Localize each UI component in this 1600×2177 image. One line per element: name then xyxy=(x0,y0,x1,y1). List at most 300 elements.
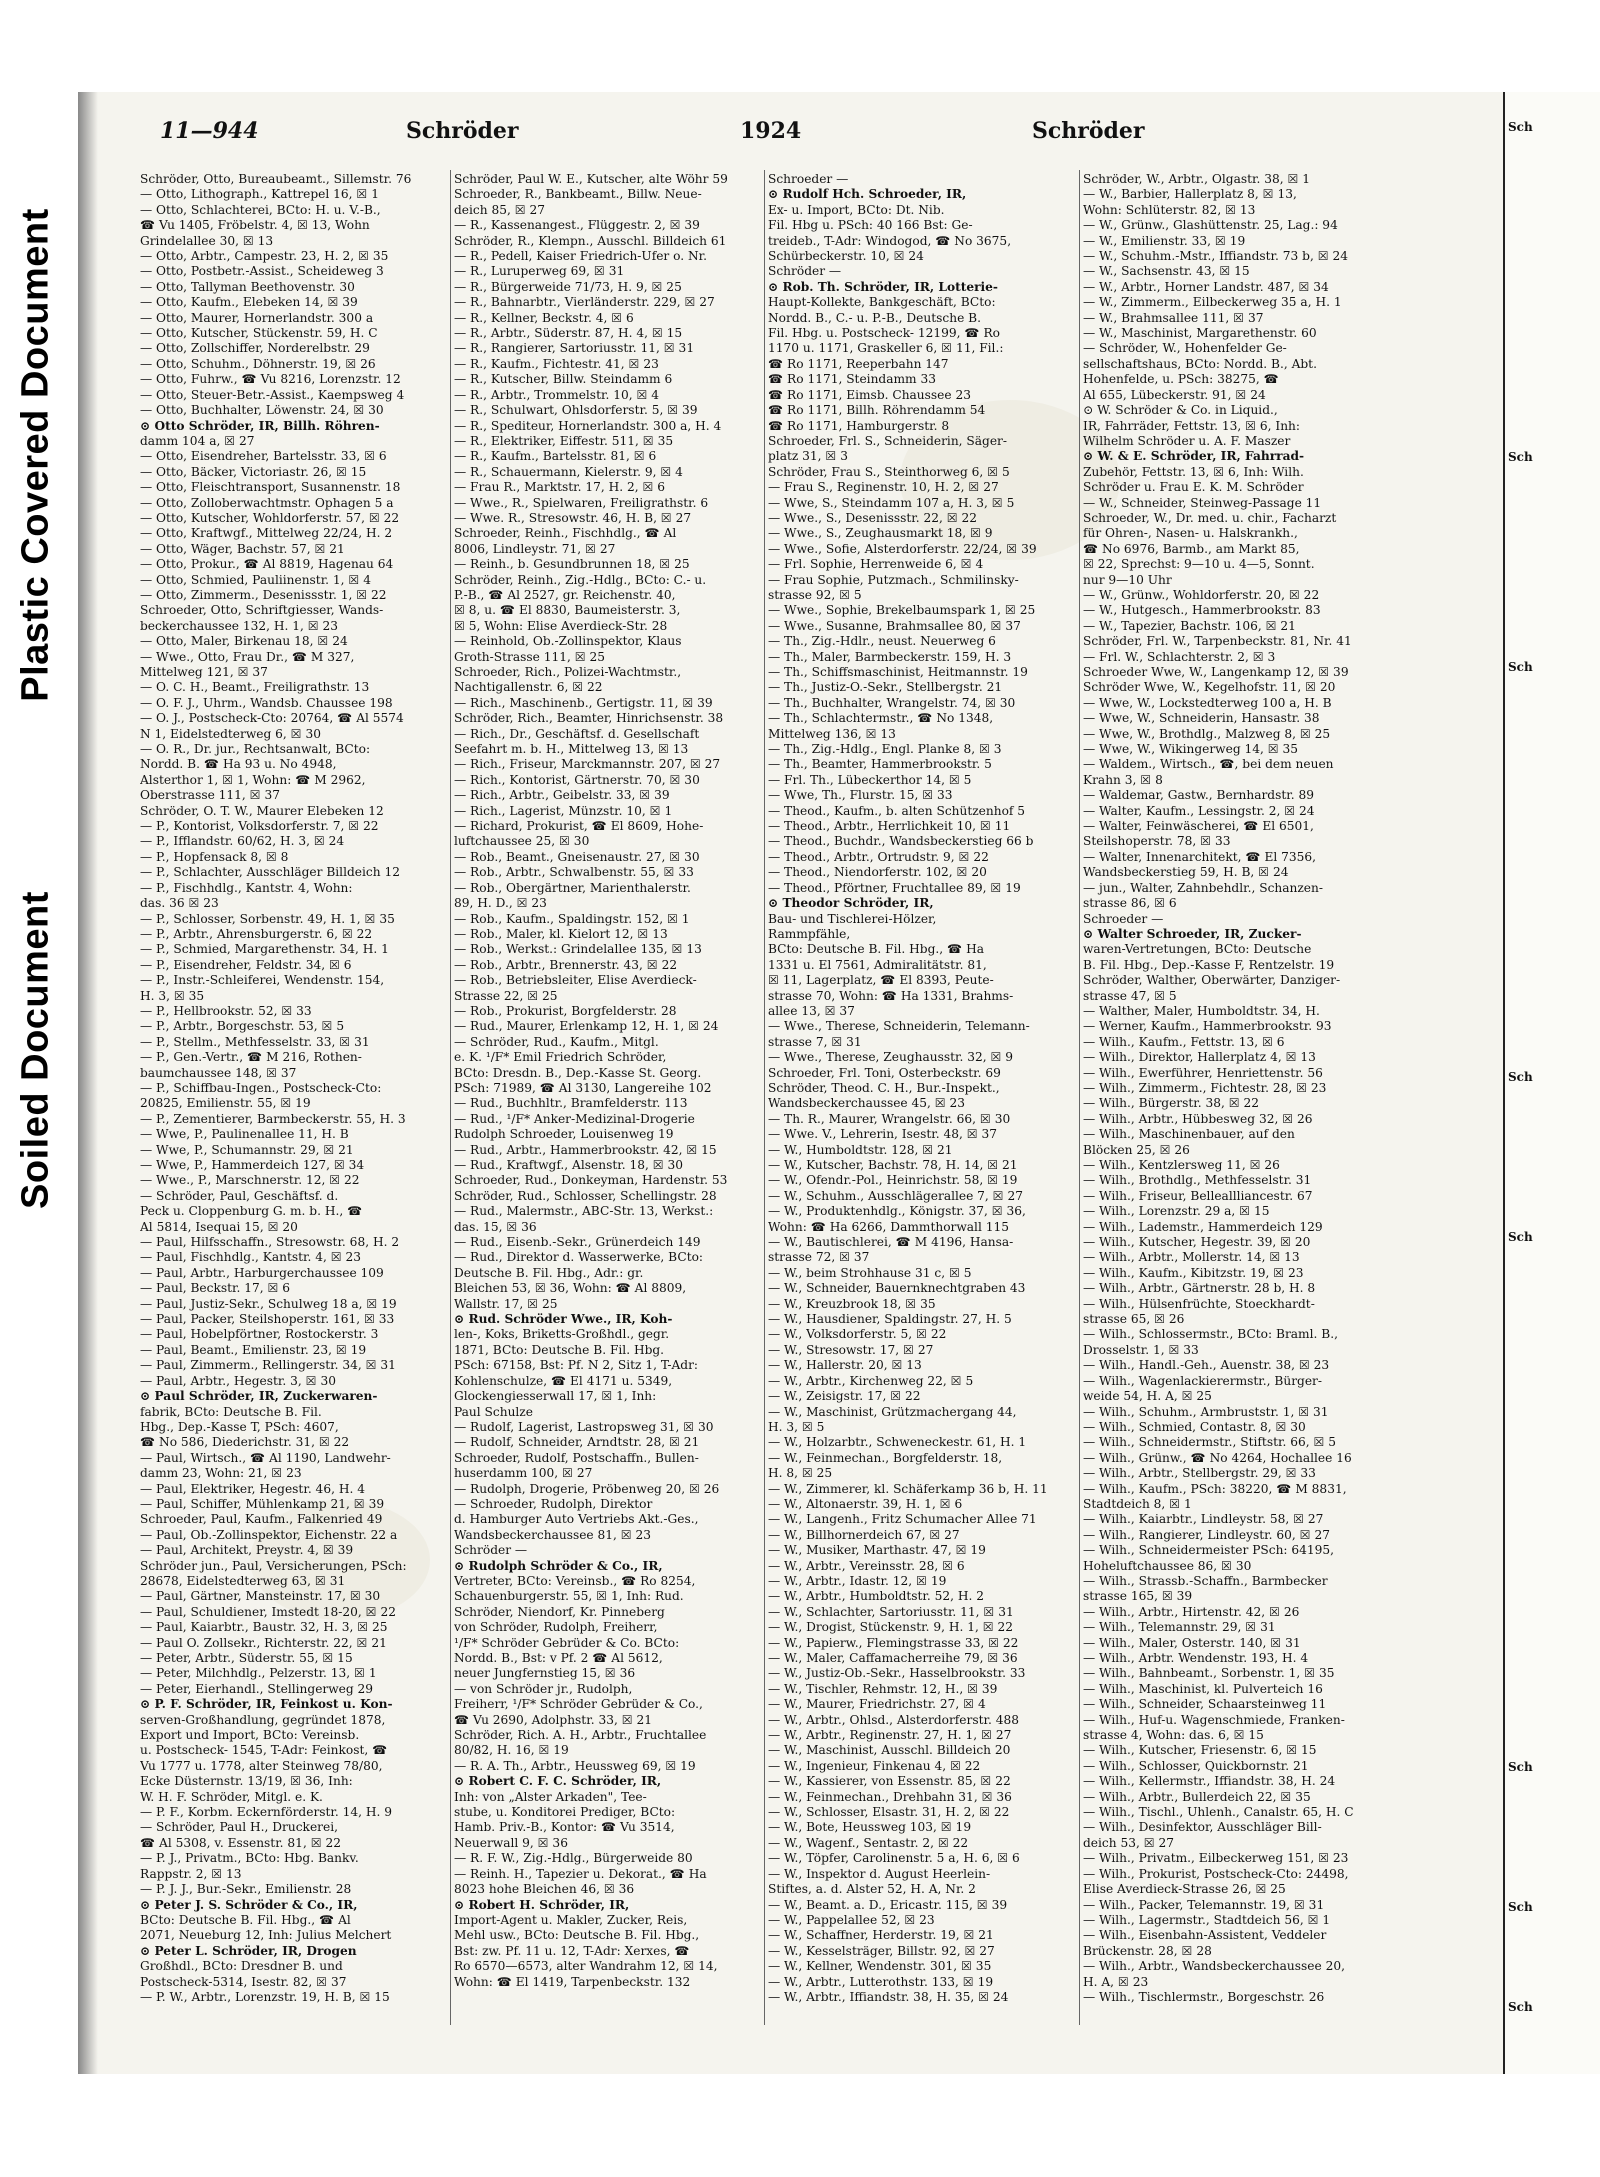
directory-entry-line: — Wilh., Wagenlackierermstr., Bürger- xyxy=(1083,1373,1322,1388)
directory-entry-line: Schröder, Paul W. E., Kutscher, alte Wöhr 59 xyxy=(454,172,728,186)
directory-entry-line: H. A, ☒ 23 xyxy=(1083,1974,1149,1989)
directory-entry-line: — R., Bahnarbtr., Vierländerstr. 229, ☒ 27 xyxy=(454,295,715,310)
directory-entry-line: — P. F., Korbm. Eckernförderstr. 14, H. 9 xyxy=(140,1805,393,1820)
directory-entry-line: allee 13, ☒ 37 xyxy=(768,1003,855,1018)
directory-entry-line: 20825, Emilienstr. 55, ☒ 19 xyxy=(140,1096,311,1111)
directory-entry-line: — P., Stellm., Methfesselstr. 33, ☒ 31 xyxy=(140,1034,370,1049)
directory-entry-line: — Wilh., Huf-u. Wagenschmiede, Franken- xyxy=(1083,1712,1345,1727)
adjacent-page-label: Sch xyxy=(1508,1230,1533,1244)
directory-entry-line: B. Fil. Hbg., Dep.-Kasse F, Rentzelstr. 19 xyxy=(1083,957,1335,972)
directory-entry-line: — Frau S., Reginenstr. 10, H. 2, ☒ 27 xyxy=(768,480,999,495)
directory-entry-line: — Wwe., S., Zeughausmarkt 18, ☒ 9 xyxy=(768,526,993,541)
directory-entry-line: — P. J. J., Bur.-Sekr., Emilienstr. 28 xyxy=(140,1882,352,1897)
directory-entry-line: — P., Arbtr., Borgeschstr. 53, ☒ 5 xyxy=(140,1019,345,1034)
directory-entry-line: — Schroeder, Rudolph, Direktor xyxy=(454,1496,653,1511)
directory-entry-line: H. 3, ☒ 5 xyxy=(768,1419,825,1434)
directory-entry-line: — W., Arbtr., Iffiandstr. 38, H. 35, ☒ 24 xyxy=(768,1989,1009,2004)
directory-entry-line: Drosselstr. 1, ☒ 33 xyxy=(1083,1342,1199,1357)
directory-entry-line: — W., Kutscher, Bachstr. 78, H. 14, ☒ 21 xyxy=(768,1158,1018,1172)
directory-entry-line: — W., Schlachter, Sartoriusstr. 11, ☒ 31 xyxy=(768,1604,1014,1619)
adjacent-page-label: Sch xyxy=(1508,660,1533,674)
directory-entry-line: — Paul, Packer, Steilshoperstr. 161, ☒ 33 xyxy=(140,1312,395,1327)
directory-entry-line: Al 655, Lübeckerstr. 91, ☒ 24 xyxy=(1083,387,1266,402)
directory-entry-line: — R., Kaufm., Fichtestr. 41, ☒ 23 xyxy=(454,356,659,371)
directory-entry-line: Inh: von „Alster Arkaden", Tee- xyxy=(454,1789,647,1804)
directory-entry-line: — Waldem., Wirtsch., ☎, bei dem neuen xyxy=(1083,757,1334,772)
directory-entry-line: — Walter, Innenarchitekt, ☎ El 7356, xyxy=(1083,849,1317,864)
directory-entry-line: ⊙ Walter Schroeder, IR, Zucker- xyxy=(1083,926,1302,941)
directory-entry-line: — W., Tapezier, Bachstr. 106, ☒ 21 xyxy=(1083,618,1296,633)
directory-entry-line: strasse 86, ☒ 6 xyxy=(1083,896,1177,911)
directory-entry-line: — Otto, Zimmerm., Desenissstr. 1, ☒ 22 xyxy=(140,587,387,602)
directory-entry-line: Schroeder, Rud., Donkeyman, Hardenstr. 53 xyxy=(454,1173,728,1188)
directory-entry-line: — Paul, Schuldiener, Imstedt 18-20, ☒ 22 xyxy=(140,1604,396,1619)
directory-entry-line: — W., Feinmechan., Borgfelderstr. 18, xyxy=(768,1450,1003,1465)
directory-entry-line: — W., Maschinist, Ausschl. Billdeich 20 xyxy=(768,1743,1011,1758)
directory-entry-line: — Paul, Hobelpförtner, Rostockerstr. 3 xyxy=(140,1327,379,1342)
directory-entry-line: — Wilh., Handl.-Geh., Auenstr. 38, ☒ 23 xyxy=(1083,1358,1330,1373)
directory-entry-line: — Paul, Kaiarbtr., Baustr. 32, H. 3, ☒ 25 xyxy=(140,1620,388,1635)
directory-entry-line: — Rud., Direktor d. Wasserwerke, BCto: xyxy=(454,1250,704,1265)
directory-entry-line: — Wilh., Schmied, Contastr. 8, ☒ 30 xyxy=(1083,1419,1306,1434)
directory-entry-line: — Wwe, W., Schneiderin, Hansastr. 38 xyxy=(1083,711,1320,726)
directory-entry-line: — O. C. H., Beamt., Freiligrathstr. 13 xyxy=(140,680,370,695)
directory-entry-line: Schröder, Frau S., Steinthorweg 6, ☒ 5 xyxy=(768,464,1010,479)
directory-entry-line: Nordd. B., C.- u. P.-B., Deutsche B. xyxy=(768,310,981,325)
directory-entry-line: H. 3, ☒ 35 xyxy=(140,988,205,1003)
directory-entry-line: — Paul, Ob.-Zollinspektor, Eichenstr. 22 a xyxy=(140,1527,398,1542)
directory-entry-line: Steilshoperstr. 78, ☒ 33 xyxy=(1083,834,1231,849)
directory-entry-line: — Wilh., Eisenbahn-Assistent, Veddeler xyxy=(1083,1928,1327,1943)
directory-entry-line: Bau- und Tischlerei-Hölzer, xyxy=(768,911,937,926)
directory-entry-line: 8023 hohe Bleichen 46, ☒ 36 xyxy=(454,1882,635,1897)
directory-entry-line: ☎ Ro 1171, Hamburgerstr. 8 xyxy=(768,418,950,433)
soiled-document-label xyxy=(0,780,72,1320)
directory-entry-line: fabrik, BCto: Deutsche B. Fil. xyxy=(140,1404,322,1419)
directory-entry-line: Schröder, Reinh., Zig.-Hdlg., BCto: C.- u. xyxy=(454,572,707,587)
directory-entry-line: — Otto, Kaufm., Elebeken 14, ☒ 39 xyxy=(140,295,358,310)
directory-entry-line: — W., Arbtr., Kirchenweg 22, ☒ 5 xyxy=(768,1373,974,1388)
directory-entry-line: — Wilh., Ewerführer, Henriettenstr. 56 xyxy=(1083,1065,1323,1080)
directory-entry-line: Mehl usw., BCto: Deutsche B. Fil. Hbg., xyxy=(454,1928,700,1943)
directory-entry-line: — Rich., Dr., Geschäftsf. d. Gesellschaft xyxy=(454,726,700,741)
directory-entry-line: — Schröder, Paul, Geschäftsf. d. xyxy=(140,1188,339,1203)
directory-entry-line: strasse 92, ☒ 5 xyxy=(768,587,862,602)
directory-entry-line: 1331 u. El 7561, Admiralitätstr. 81, xyxy=(768,957,987,972)
directory-entry-line: — Frl. Sophie, Herrenweide 6, ☒ 4 xyxy=(768,557,984,572)
directory-entry-line: — Wilh., Prokurist, Postscheck-Cto: 24498, xyxy=(1083,1866,1349,1881)
directory-column-4 xyxy=(1083,172,1393,2032)
directory-entry-line: — Paul, Zimmerm., Rellingerstr. 34, ☒ 31 xyxy=(140,1358,396,1373)
directory-entry-line: H. 8, ☒ 25 xyxy=(768,1466,833,1481)
directory-entry-line: — R., Schauermann, Kielerstr. 9, ☒ 4 xyxy=(454,464,683,479)
directory-entry-line: — Wilh., Schlossermstr., BCto: Braml. B., xyxy=(1083,1327,1338,1342)
directory-entry-line: Vertreter, BCto: Vereinsb., ☎ Ro 8254, xyxy=(454,1573,696,1588)
directory-entry-line: — Schröder, W., Hohenfelder Ge- xyxy=(1083,341,1287,356)
directory-entry-line: Schürbeckerstr. 10, ☒ 24 xyxy=(768,249,924,264)
directory-entry-line: — Paul, Beamt., Emilienstr. 23, ☒ 19 xyxy=(140,1342,367,1357)
directory-entry-line: — Walter, Kaufm., Lessingstr. 2, ☒ 24 xyxy=(1083,803,1315,818)
directory-entry-line: Wohn: ☎ Ha 6266, Dammthorwall 115 xyxy=(768,1219,1009,1234)
directory-entry-line: — Wilh., Arbtr., Hübbesweg 32, ☒ 26 xyxy=(1083,1111,1313,1126)
directory-entry-line: Paul Schulze xyxy=(454,1404,533,1419)
directory-entry-line: Glockengiesserwall 17, ☒ 1, Inh: xyxy=(454,1389,657,1404)
directory-entry-line: — Wwe. V., Lehrerin, Isestr. 48, ☒ 37 xyxy=(768,1127,998,1142)
directory-entry-line: — W., Kassierer, von Essenstr. 85, ☒ 22 xyxy=(768,1774,1011,1789)
directory-entry-line: — Rich., Friseur, Marckmannstr. 207, ☒ 27 xyxy=(454,757,721,772)
directory-entry-line: ☒ 5, Wohn: Elise Averdieck-Str. 28 xyxy=(454,618,668,633)
directory-entry-line: ☎ Al 5308, v. Essenstr. 81, ☒ 22 xyxy=(140,1835,341,1850)
directory-entry-line: — W., Arbtr., Vereinsstr. 28, ☒ 6 xyxy=(768,1558,965,1573)
directory-entry-line: IR, Fahrräder, Fettstr. 13, ☒ 6, Inh: xyxy=(1083,418,1301,433)
directory-entry-line: — Wilh., Kellermstr., Iffiandstr. 38, H. 24 xyxy=(1083,1774,1336,1789)
directory-entry-line: Nordd. B., Bst: v Pf. 2 ☎ Al 5612, xyxy=(454,1651,663,1665)
directory-entry-line: — Wilh., Bahnbeamt., Sorbenstr. 1, ☒ 35 xyxy=(1083,1666,1335,1681)
directory-entry-line: ⊙ Otto Schröder, IR, Billh. Röhren- xyxy=(140,418,380,433)
directory-entry-line: Schroeder Wwe, W., Langenkamp 12, ☒ 39 xyxy=(1083,665,1349,679)
directory-entry-line: — Werner, Kaufm., Hammerbrookstr. 93 xyxy=(1083,1019,1332,1034)
directory-entry-line: — Wilh., Maschinist, kl. Pulverteich 16 xyxy=(1083,1681,1323,1696)
directory-entry-line: Neuerwall 9, ☒ 36 xyxy=(454,1835,568,1850)
directory-entry-line: — Reinhold, Ob.-Zollinspektor, Klaus xyxy=(454,634,682,649)
directory-entry-line: — Wilh., Friseur, Belleallliancestr. 67 xyxy=(1083,1188,1313,1203)
directory-entry-line: — P., Hellbrookstr. 52, ☒ 33 xyxy=(140,1003,312,1018)
directory-entry-line: — Th., Zig.-Hdlg., Engl. Planke 8, ☒ 3 xyxy=(768,742,1002,757)
directory-entry-line: — W., Beamt. a. D., Ericastr. 115, ☒ 39 xyxy=(768,1897,1008,1912)
directory-entry-line: u. Postscheck- 1545, T-Adr: Feinkost, ☎ xyxy=(140,1743,388,1758)
directory-entry-line: deich 53, ☒ 27 xyxy=(1083,1835,1175,1850)
directory-entry-line: — W., Arbtr., Reginenstr. 27, H. 1, ☒ 27 xyxy=(768,1728,1012,1743)
directory-entry-line: BCto: Deutsche B. Fil. Hbg., ☎ Al xyxy=(140,1912,351,1927)
year-heading: 1924 xyxy=(740,118,802,144)
directory-entry-line: — Th., Schlachtermstr., ☎ No 1348, xyxy=(768,711,994,726)
directory-entry-line: Rudolph Schroeder, Louisenweg 19 xyxy=(454,1127,674,1142)
adjacent-page-label: Sch xyxy=(1508,2000,1533,2014)
directory-entry-line: — W., Grünw., Glashüttenstr. 25, Lag.: 94 xyxy=(1083,218,1338,233)
directory-entry-line: Nordd. B. ☎ Ha 93 u. No 4948, xyxy=(140,757,337,772)
directory-entry-line: — Th., Justiz-O.-Sekr., Stellbergstr. 21 xyxy=(768,680,1003,695)
directory-entry-line: — W., Zimmerm., Eilbeckerweg 35 a, H. 1 xyxy=(1083,295,1342,310)
directory-entry-line: ¹/F* Schröder Gebrüder & Co. BCto: xyxy=(454,1635,680,1650)
directory-entry-line: damm 23, Wohn: 21, ☒ 23 xyxy=(140,1466,302,1481)
adjacent-page-label: Sch xyxy=(1508,1760,1533,1774)
directory-entry-line: ⊙ Theodor Schröder, IR, xyxy=(768,896,934,911)
directory-entry-line: Schroeder, Otto, Schriftgiesser, Wands- xyxy=(140,603,384,618)
directory-entry-line: — W., Humboldtstr. 128, ☒ 21 xyxy=(768,1142,953,1157)
directory-entry-line: Mittelweg 121, ☒ 37 xyxy=(140,665,268,679)
directory-entry-line: — Rich., Arbtr., Geibelstr. 33, ☒ 39 xyxy=(454,788,670,803)
directory-entry-line: — Richard, Prokurist, ☎ El 8609, Hohe- xyxy=(454,819,704,834)
directory-entry-line: Seefahrt m. b. H., Mittelweg 13, ☒ 13 xyxy=(454,742,689,757)
directory-entry-line: — P., Fischhdlg., Kantstr. 4, Wohn: xyxy=(140,880,353,895)
directory-entry-line: — W., Arbtr., Ohlsd., Alsterdorferstr. 488 xyxy=(768,1712,1019,1727)
directory-entry-line: — Wwe, Th., Flurstr. 15, ☒ 33 xyxy=(768,788,953,803)
directory-entry-line: — W., Maler, Caffamacherreihe 79, ☒ 36 xyxy=(768,1651,1018,1665)
directory-entry-line: — Wilh., Direktor, Hallerplatz 4, ☒ 13 xyxy=(1083,1050,1316,1065)
directory-entry-line: sellschaftshaus, BCto: Nordd. B., Abt. xyxy=(1083,356,1317,371)
directory-entry-line: — Theod., Arbtr., Herrlichkeit 10, ☒ 11 xyxy=(768,819,1011,834)
directory-entry-line: 89, H. D., ☒ 23 xyxy=(454,896,547,911)
directory-entry-line: — Wilh., Packer, Telemannstr. 19, ☒ 31 xyxy=(1083,1897,1325,1912)
directory-entry-line: ☎ Ro 1171, Billh. Röhrendamm 54 xyxy=(768,403,986,418)
directory-entry-line: — Wilh., Bürgerstr. 38, ☒ 22 xyxy=(1083,1096,1260,1111)
directory-entry-line: Stiftes, a. d. Alster 52, H. A, Nr. 2 xyxy=(768,1882,976,1897)
directory-entry-line: — P., Hopfensack 8, ☒ 8 xyxy=(140,849,289,864)
directory-entry-line: ☎ Vu 2690, Adolphstr. 33, ☒ 21 xyxy=(454,1712,653,1727)
directory-entry-line: Postscheck-5314, Isestr. 82, ☒ 37 xyxy=(140,1974,347,1989)
directory-entry-line: — Th., Buchhalter, Wrangelstr. 74, ☒ 30 xyxy=(768,695,1016,710)
directory-entry-line: — W., Schneider, Bauernknechtgraben 43 xyxy=(768,1281,1026,1296)
directory-entry-line: — W., Schneider, Steinweg-Passage 11 xyxy=(1083,495,1322,510)
directory-entry-line: neuer Jungfernstieg 15, ☒ 36 xyxy=(454,1666,636,1681)
running-head-left: Schröder xyxy=(406,118,519,144)
directory-entry-line: Deutsche B. Fil. Hbg., Adr.: gr. xyxy=(454,1265,644,1280)
directory-entry-line: — Otto, Maurer, Hornerlandstr. 300 a xyxy=(140,310,374,325)
directory-entry-line: — W., Arbtr., Idastr. 12, ☒ 19 xyxy=(768,1573,947,1588)
directory-entry-line: — W., Barbier, Hallerplatz 8, ☒ 13, xyxy=(1083,187,1297,202)
directory-entry-line: — Rud., Maurer, Erlenkamp 12, H. 1, ☒ 24 xyxy=(454,1019,719,1034)
directory-entry-line: — Reinh. H., Tapezier u. Dekorat., ☎ Ha xyxy=(454,1866,707,1881)
directory-entry-line: ⊙ Peter J. S. Schröder & Co., IR, xyxy=(140,1897,358,1912)
directory-entry-line: — W., Bote, Heussweg 103, ☒ 19 xyxy=(768,1820,972,1835)
directory-entry-line: — R., Arbtr., Trommelstr. 10, ☒ 4 xyxy=(454,387,660,402)
directory-entry-line: ⊙ Robert H. Schröder, IR, xyxy=(454,1897,630,1912)
directory-entry-line: Hamb. Priv.-B., Kontor: ☎ Vu 3514, xyxy=(454,1820,675,1835)
directory-entry-line: — Wwe, W., Brothdlg., Malzweg 8, ☒ 25 xyxy=(1083,726,1331,741)
directory-entry-line: — R., Pedell, Kaiser Friedrich-Ufer o. Nr. xyxy=(454,249,708,264)
directory-entry-line: — jun., Walter, Zahnbehdlr., Schanzen- xyxy=(1083,880,1323,895)
directory-entry-line: treideb., T-Adr: Windogod, ☎ No 3675, xyxy=(768,233,1012,248)
directory-entry-line: — Rob., Betriebsleiter, Elise Averdieck- xyxy=(454,973,697,988)
soiled-document-text: Soiled Document xyxy=(14,891,57,1209)
directory-entry-line: — Wilh., Desinfektor, Ausschläger Bill- xyxy=(1083,1820,1322,1835)
directory-entry-line: Elise Averdieck-Strasse 26, ☒ 25 xyxy=(1083,1882,1286,1897)
directory-entry-line: d. Hamburger Auto Vertriebs Akt.-Ges., xyxy=(454,1512,699,1527)
directory-entry-line: Wohn: ☎ El 1419, Tarpenbeckstr. 132 xyxy=(454,1974,691,1989)
directory-entry-line: — W., Pappelallee 52, ☒ 23 xyxy=(768,1912,935,1927)
directory-entry-line: — Frau Sophie, Putzmach., Schmilinsky- xyxy=(768,572,1019,587)
directory-entry-line: — W., Brahmsallee 111, ☒ 37 xyxy=(1083,310,1264,325)
directory-entry-line: — Wwe., Sophie, Brekelbaumspark 1, ☒ 25 xyxy=(768,603,1036,618)
directory-entry-line: Schröder, Rich. A. H., Arbtr., Fruchtallee xyxy=(454,1728,707,1743)
directory-entry-line: e. K. ¹/F* Emil Friedrich Schröder, xyxy=(454,1050,667,1065)
directory-entry-line: ⊙ Rob. Th. Schröder, IR, Lotterie- xyxy=(768,279,998,294)
directory-entry-line: Schröder u. Frau E. K. M. Schröder xyxy=(1083,480,1304,495)
directory-entry-line: — Otto, Bäcker, Victoriastr. 26, ☒ 15 xyxy=(140,464,367,479)
directory-entry-line: — O. J., Postscheck-Cto: 20764, ☎ Al 5574 xyxy=(140,711,404,726)
directory-entry-line: — R., Rangierer, Sartoriusstr. 11, ☒ 31 xyxy=(454,341,695,356)
directory-entry-line: — Rudolph, Drogerie, Pröbenweg 20, ☒ 26 xyxy=(454,1481,720,1496)
directory-entry-line: — Wilh., Arbtr., Hirtenstr. 42, ☒ 26 xyxy=(1083,1604,1300,1619)
column-rule xyxy=(1079,170,1080,2025)
directory-entry-line: — W., Ingenieur, Finkenau 4, ☒ 22 xyxy=(768,1758,981,1773)
directory-entry-line: P.-B., ☎ Al 2527, gr. Reichenstr. 40, xyxy=(454,587,676,602)
adjacent-page-label: Sch xyxy=(1508,1900,1533,1914)
directory-entry-line: strasse 72, ☒ 37 xyxy=(768,1250,870,1265)
directory-entry-line: — W., Altonaerstr. 39, H. 1, ☒ 6 xyxy=(768,1496,963,1511)
directory-entry-line: strasse 65, ☒ 26 xyxy=(1083,1312,1185,1327)
directory-entry-line: Alsterthor 1, ☒ 1, Wohn: ☎ M 2962, xyxy=(140,772,366,787)
directory-entry-line: — Paul, Fischhdlg., Kantstr. 4, ☒ 23 xyxy=(140,1250,362,1265)
directory-entry-line: Wohn: Schlüterstr. 82, ☒ 13 xyxy=(1083,202,1256,217)
directory-entry-line: von Schröder, Rudolph, Freiherr, xyxy=(454,1620,658,1635)
directory-entry-line: — W., Holzarbtr., Schweneckestr. 61, H. 1 xyxy=(768,1435,1027,1450)
directory-entry-line: Schröder, W., Arbtr., Olgastr. 38, ☒ 1 xyxy=(1083,172,1311,186)
directory-entry-line: — Rudolf, Schneider, Arndtstr. 28, ☒ 21 xyxy=(454,1435,700,1450)
directory-entry-line: — Wilh., Lagermstr., Stadtdeich 56, ☒ 1 xyxy=(1083,1912,1331,1927)
directory-entry-line: — Paul, Wirtsch., ☎ Al 1190, Landwehr- xyxy=(140,1450,391,1465)
directory-entry-line: für Ohren-, Nasen- u. Halskrankh., xyxy=(1083,526,1298,541)
directory-entry-line: — Wilh., Brothdlg., Methfesselstr. 31 xyxy=(1083,1173,1312,1188)
directory-entry-line: Peck u. Cloppenburg G. m. b. H., ☎ xyxy=(140,1204,363,1219)
directory-entry-line: — P., Eisendreher, Feldstr. 34, ☒ 6 xyxy=(140,957,352,972)
directory-entry-line: Wandsbeckerstieg 59, H. B, ☒ 24 xyxy=(1083,865,1289,880)
directory-entry-line: — Paul, Hilfsschaffn., Stresowstr. 68, H. 2 xyxy=(140,1235,400,1250)
directory-entry-line: — Wilh., Arbtr., Gärtnerstr. 28 b, H. 8 xyxy=(1083,1281,1316,1296)
directory-entry-line: Brückenstr. 28, ☒ 28 xyxy=(1083,1943,1212,1958)
directory-entry-line: — Otto, Fuhrw., ☎ Vu 8216, Lorenzstr. 12 xyxy=(140,372,401,387)
directory-entry-line: Schröder jun., Paul, Versicherungen, PSch: xyxy=(140,1558,407,1573)
directory-column-1 xyxy=(140,172,450,2032)
directory-entry-line: — Wilh., Lademstr., Hammerdeich 129 xyxy=(1083,1219,1323,1234)
directory-entry-line: Schroeder, Paul, Kaufm., Falkenried 49 xyxy=(140,1512,383,1527)
directory-entry-line: — Frl. W., Schlachterstr. 2, ☒ 3 xyxy=(1083,649,1276,664)
directory-entry-line: — Wilh., Arbtr., Bullerdeich 22, ☒ 35 xyxy=(1083,1789,1311,1804)
directory-entry-line: — W., Grünw., Wohldorferstr. 20, ☒ 22 xyxy=(1083,587,1320,602)
directory-entry-line: — W., Arbtr., Humboldtstr. 52, H. 2 xyxy=(768,1589,985,1604)
directory-entry-line: — Wilh., Lorenzstr. 29 a, ☒ 15 xyxy=(1083,1204,1270,1219)
directory-entry-line: — Otto, Kraftwgf., Mittelweg 22/24, H. 2 xyxy=(140,526,393,541)
directory-entry-line: — Wwe, W., Wikingerweg 14, ☒ 35 xyxy=(1083,742,1299,757)
directory-entry-line: — Wwe, W., Lockstedterweg 100 a, H. B xyxy=(1083,695,1332,710)
directory-entry-line: — Rich., Kontorist, Gärtnerstr. 70, ☒ 30 xyxy=(454,772,700,787)
directory-entry-line: strasse 70, Wohn: ☎ Ha 1331, Brahms- xyxy=(768,988,1014,1003)
directory-entry-line: — Paul, Gärtner, Mansteinstr. 17, ☒ 30 xyxy=(140,1589,381,1604)
directory-entry-line: — Theod., Arbtr., Ortrudstr. 9, ☒ 22 xyxy=(768,849,989,864)
directory-entry-line: — W., Kesselsträger, Billstr. 92, ☒ 27 xyxy=(768,1943,995,1958)
directory-entry-line: — Rob., Beamt., Gneisenaustr. 27, ☒ 30 xyxy=(454,849,700,864)
directory-entry-line: — W., Volksdorferstr. 5, ☒ 22 xyxy=(768,1327,947,1342)
directory-entry-line: Bleichen 53, ☒ 36, Wohn: ☎ Al 8809, xyxy=(454,1281,687,1296)
directory-entry-line: luftchaussee 25, ☒ 30 xyxy=(454,834,590,849)
directory-entry-line: — R. F. W., Zig.-Hdlg., Bürgerweide 80 xyxy=(454,1851,693,1866)
adjacent-page-label: Sch xyxy=(1508,120,1533,134)
column-rule xyxy=(450,170,451,2025)
directory-entry-line: — Otto, Zollschiffer, Norderelbstr. 29 xyxy=(140,341,370,356)
directory-entry-line: Grindelallee 30, ☒ 13 xyxy=(140,233,274,248)
directory-entry-line: — W., Justiz-Ob.-Sekr., Hasselbrookstr. 33 xyxy=(768,1666,1026,1681)
directory-entry-line: Blöcken 25, ☒ 26 xyxy=(1083,1142,1190,1157)
directory-entry-line: — P., Schlachter, Ausschläger Billdeich 12 xyxy=(140,865,400,880)
directory-entry-line: — Theod., Buchdr., Wandsbeckerstieg 66 b xyxy=(768,834,1034,849)
directory-entry-line: strasse 165, ☒ 39 xyxy=(1083,1589,1193,1604)
directory-entry-line: — P. J., Privatm., BCto: Hbg. Bankv. xyxy=(140,1851,359,1866)
directory-entry-line: — Rob., Prokurist, Borgfelderstr. 28 xyxy=(454,1003,677,1018)
directory-entry-line: — Rud., Malermstr., ABC-Str. 13, Werkst.: xyxy=(454,1204,714,1219)
directory-entry-line: — Th., Beamter, Hammerbrookstr. 5 xyxy=(768,757,992,772)
directory-entry-line: — W., Schuhm.-Mstr., Iffiandstr. 73 b, ☒ 24 xyxy=(1083,249,1349,264)
directory-entry-line: das. 15, ☒ 36 xyxy=(454,1219,537,1234)
directory-entry-line: — Otto, Tallyman Beethovenstr. 30 xyxy=(140,279,355,294)
directory-entry-line: — R., Kaufm., Bartelsstr. 81, ☒ 6 xyxy=(454,449,657,464)
directory-entry-line: — Otto, Kutscher, Stückenstr. 59, H. C xyxy=(140,326,378,341)
directory-entry-line: — Wwe., Therese, Zeughausstr. 32, ☒ 9 xyxy=(768,1050,1014,1065)
directory-column-3 xyxy=(768,172,1078,2032)
directory-entry-line: — W., Töpfer, Carolinenstr. 5 a, H. 6, ☒ 6 xyxy=(768,1851,1020,1866)
directory-entry-line: Hohenfelde, u. PSch: 38275, ☎ xyxy=(1083,372,1279,387)
directory-entry-line: — Paul, Elektriker, Hegestr. 46, H. 4 xyxy=(140,1481,365,1496)
column-rule xyxy=(764,170,765,2025)
directory-entry-line: Rammpfähle, xyxy=(768,926,851,941)
directory-entry-line: — R., Bürgerweide 71/73, H. 9, ☒ 25 xyxy=(454,279,682,294)
directory-entry-line: Ecke Düsternstr. 13/19, ☒ 36, Inh: xyxy=(140,1774,353,1789)
directory-entry-line: Oberstrasse 111, ☒ 37 xyxy=(140,788,280,803)
directory-entry-line: Schroeder, R., Bankbeamt., Billw. Neue- xyxy=(454,187,702,202)
directory-entry-line: — W., Schaffner, Herderstr. 19, ☒ 21 xyxy=(768,1928,994,1943)
directory-entry-line: — Otto, Schuhm., Döhnerstr. 19, ☒ 26 xyxy=(140,356,376,371)
directory-entry-line: Nachtigallenstr. 6, ☒ 22 xyxy=(454,680,603,695)
directory-entry-line: — Wwe., Sofie, Alsterdorferstr. 22/24, ☒ 39 xyxy=(768,541,1037,556)
page-number: 11—944 xyxy=(160,118,259,144)
directory-entry-line: — R., Schulwart, Ohlsdorferstr. 5, ☒ 39 xyxy=(454,403,698,418)
running-head-right: Schröder xyxy=(1032,118,1145,144)
directory-entry-line: — Otto, Lithograph., Kattrepel 16, ☒ 1 xyxy=(140,187,379,202)
directory-entry-line: — W., Zimmerer, kl. Schäferkamp 36 b, H. 11 xyxy=(768,1481,1048,1496)
directory-entry-line: Hoheluftchaussee 86, ☒ 30 xyxy=(1083,1558,1252,1573)
directory-entry-line: deich 85, ☒ 27 xyxy=(454,202,546,217)
directory-entry-line: PSch: 71989, ☎ Al 3130, Langereihe 102 xyxy=(454,1080,712,1095)
directory-entry-line: — Wilh., Strassb.-Schaffn., Barmbecker xyxy=(1083,1573,1328,1588)
directory-entry-line: ☎ No 6976, Barmb., am Markt 85, xyxy=(1083,541,1300,556)
directory-entry-line: BCto: Dresdn. B., Dep.-Kasse St. Georg. xyxy=(454,1065,702,1080)
directory-entry-line: Wandsbeckerchaussee 45, ☒ 23 xyxy=(768,1096,966,1111)
directory-entry-line: — Wilh., Kaufm., Fettstr. 13, ☒ 6 xyxy=(1083,1034,1285,1049)
directory-entry-line: — W., Arbtr., Lutterothstr. 133, ☒ 19 xyxy=(768,1974,994,1989)
directory-entry-line: Schröder, O. T. W., Maurer Elebeken 12 xyxy=(140,803,384,818)
directory-entry-line: — Wilh., Rangierer, Lindleystr. 60, ☒ 27 xyxy=(1083,1527,1330,1542)
directory-entry-line: — Wilh., Schlosser, Quickbornstr. 21 xyxy=(1083,1758,1309,1773)
directory-entry-line: Schroeder, Rudolf, Postschaffn., Bullen- xyxy=(454,1450,699,1465)
directory-entry-line: — W., Hutgesch., Hammerbrookstr. 83 xyxy=(1083,603,1321,618)
directory-entry-line: — W., Hausdiener, Spaldingstr. 27, H. 5 xyxy=(768,1312,1012,1327)
directory-entry-line: PSch: 67158, Bst: Pf. N 2, Sitz 1, T-Adr: xyxy=(454,1358,699,1373)
plastic-covered-label xyxy=(0,170,72,740)
directory-entry-line: 2071, Neueburg 12, Inh: Julius Melchert xyxy=(140,1928,392,1943)
directory-entry-line: — Wilh., Tischlermstr., Borgeschstr. 26 xyxy=(1083,1989,1325,2004)
directory-entry-line: — Wilh., Zimmerm., Fichtestr. 28, ☒ 23 xyxy=(1083,1080,1327,1095)
directory-entry-line: Vu 1777 u. 1778, alter Steinweg 78/80, xyxy=(140,1758,383,1773)
directory-entry-line: — Wilh., Kentzlersweg 11, ☒ 26 xyxy=(1083,1158,1280,1172)
directory-entry-line: Schröder, Frl. W., Tarpenbeckstr. 81, Nr. 41 xyxy=(1083,634,1352,649)
directory-entry-line: Hbg., Dep.-Kasse T, PSch: 4607, xyxy=(140,1419,339,1434)
directory-entry-line: — Rud., Buchhltr., Bramfelderstr. 113 xyxy=(454,1096,688,1111)
directory-entry-line: — Wwe, S., Steindamm 107 a, H. 3, ☒ 5 xyxy=(768,495,1015,510)
directory-entry-line: BCto: Deutsche B. Fil. Hbg., ☎ Ha xyxy=(768,942,984,957)
directory-entry-line: — Paul, Beckstr. 17, ☒ 6 xyxy=(140,1281,291,1296)
directory-entry-line: — Th., Zig.-Hdlr., neust. Neuerweg 6 xyxy=(768,634,996,649)
directory-column-2 xyxy=(454,172,764,2032)
directory-entry-line: — W., Papierw., Flemingstrasse 33, ☒ 22 xyxy=(768,1635,1019,1650)
directory-entry-line: ⊙ Peter L. Schröder, IR, Drogen xyxy=(140,1943,357,1958)
directory-entry-line: — Wilh., Grünw., ☎ No 4264, Hochallee 16 xyxy=(1083,1450,1352,1465)
directory-entry-line: — R., Elektriker, Eiffestr. 511, ☒ 35 xyxy=(454,433,674,448)
directory-entry-line: ⊙ Rud. Schröder Wwe., IR, Koh- xyxy=(454,1312,673,1327)
directory-entry-line: — W., Hallerstr. 20, ☒ 13 xyxy=(768,1358,922,1373)
directory-entry-line: — Wwe., Susanne, Brahmsallee 80, ☒ 37 xyxy=(768,618,1021,633)
directory-entry-line: damm 104 a, ☒ 27 xyxy=(140,433,255,448)
directory-entry-line: — R. A. Th., Arbtr., Heussweg 69, ☒ 19 xyxy=(454,1758,696,1773)
directory-entry-line: — von Schröder jr., Rudolph, xyxy=(454,1681,633,1696)
